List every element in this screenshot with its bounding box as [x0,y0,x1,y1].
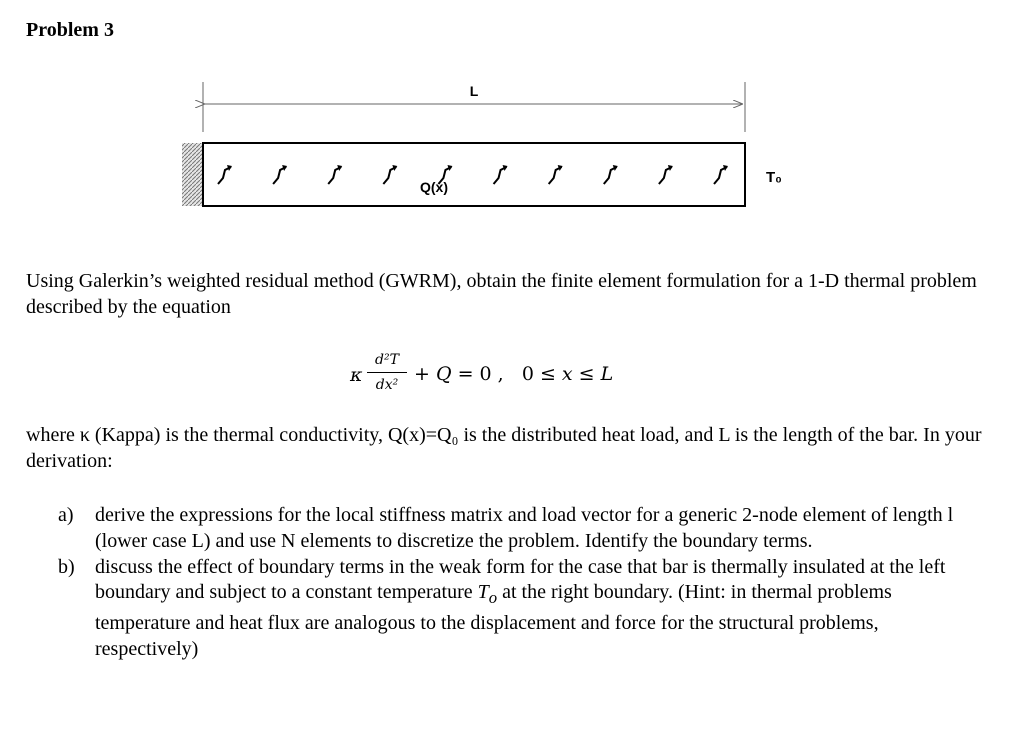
task-list [58,503,958,663]
item-text: discuss the effect of boundary terms in the weak form for the case that bar is thermally insulated at the left boundary and subject to a constant temperature $T_o$ at the right boundary. (Hint: in thermal problems temperature and heat flux are analogous to the displacement and force for the structural problems, respectively) [95,555,946,660]
eq-kappa: κ [350,364,363,386]
temperature-symbol: $T_o$ [477,581,498,608]
problem-title: Problem 3 [26,19,114,41]
fixed-wall [182,143,203,206]
eq-denominator: dx² [375,377,399,393]
length-label: L [469,83,479,99]
governing-equation [350,350,690,402]
bar [203,143,745,206]
eq-numerator: d²T [375,352,399,368]
eq-fraction [367,350,407,395]
bar-diagram [0,0,1024,240]
where-paragraph: where κ (Kappa) is the thermal conductivity, Q(x)=Q₀ is the distributed heat load, and L is the length of the bar. In your derivation: [26,424,982,472]
item-marker: b) [58,555,75,578]
list-item [58,503,958,555]
intro-paragraph: Using Galerkin’s weighted residual method (GWRM), obtain the finite element formulation for a 1-D thermal problem described by the equation [26,270,977,318]
list-item [58,555,958,663]
item-text: derive the expressions for the local stiffness matrix and load vector for a generic 2-node element of length l (lower case L) and use N elements to discretize the problem. Identify the boundary terms. [95,504,954,552]
item-marker: a) [58,504,74,526]
load-label: Q(x) [420,179,448,195]
eq-rest: + Q = 0 , 0 ≤ x ≤ L [414,363,614,385]
right-temperature-label: T₀ [766,169,782,186]
